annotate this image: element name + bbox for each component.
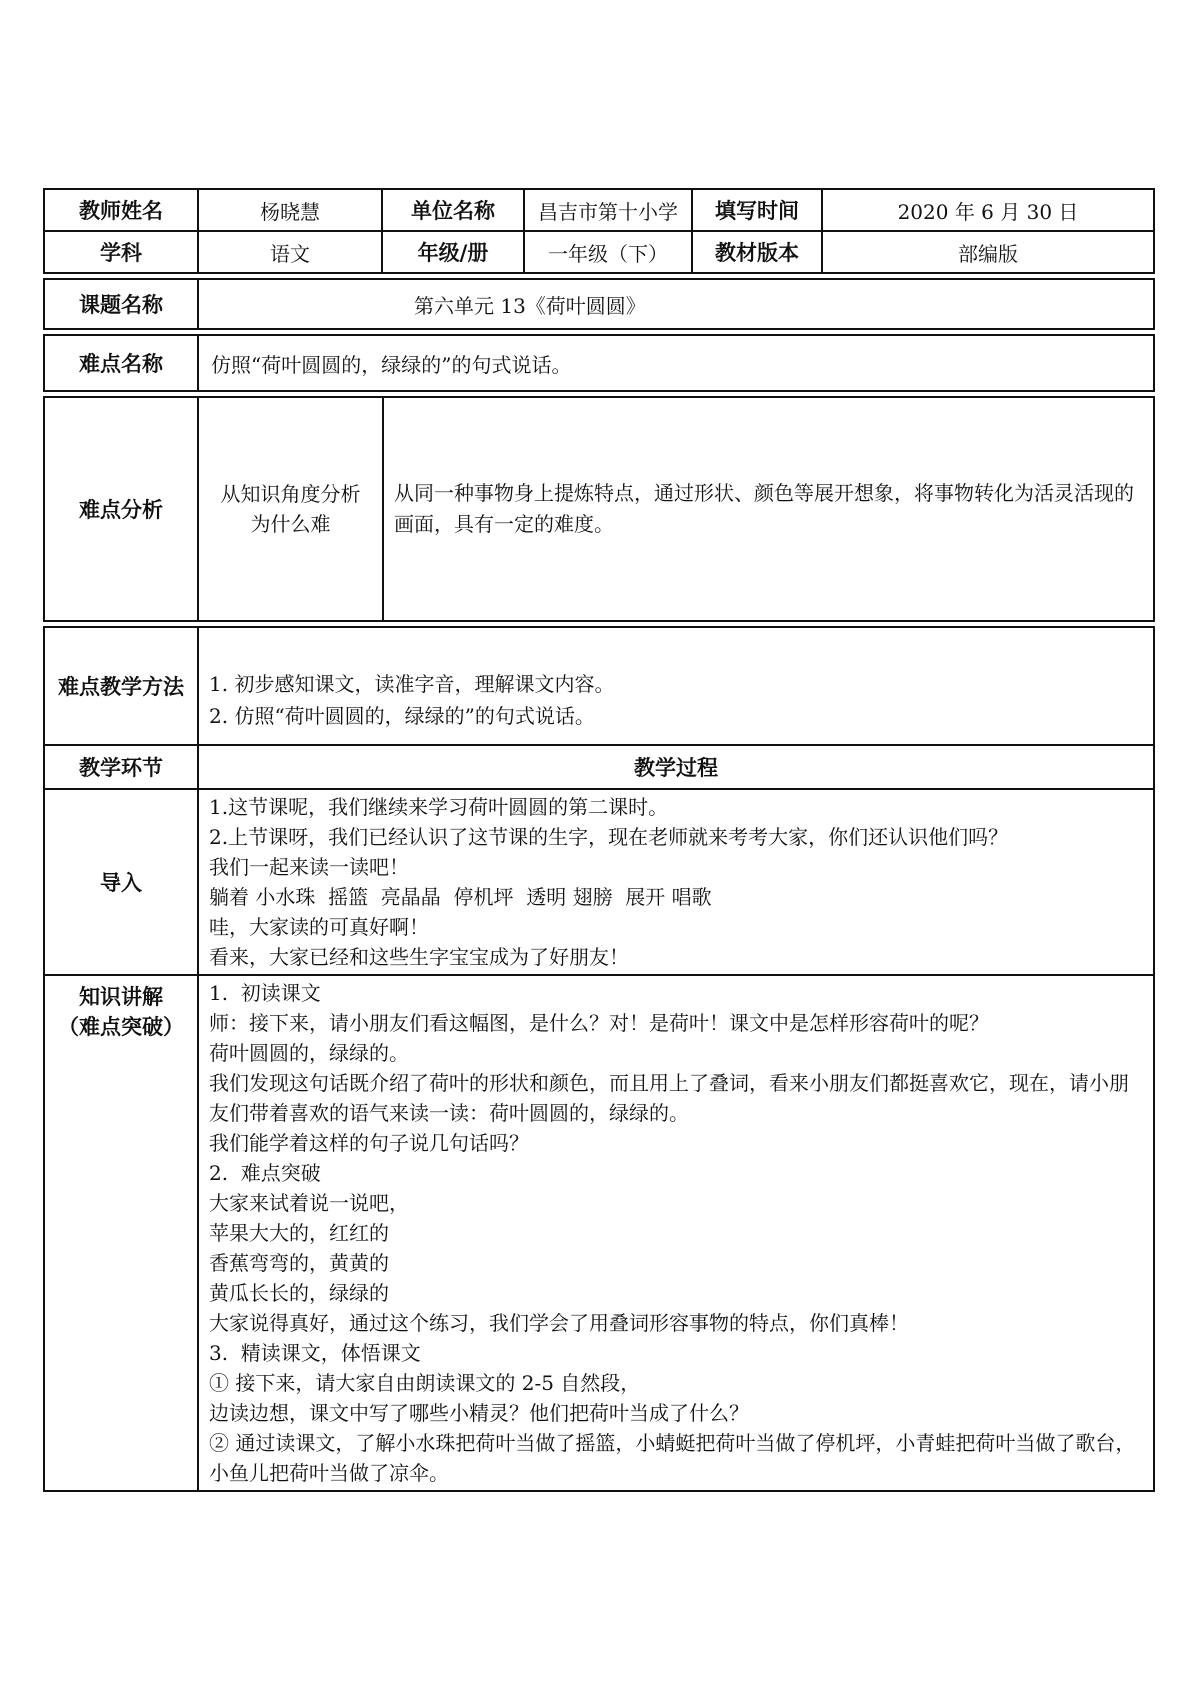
method-label: 难点教学方法 xyxy=(44,627,198,745)
knowledge-label xyxy=(44,975,198,1491)
row-intro xyxy=(44,789,1154,975)
intro-line: 1.这节课呢，我们继续来学习荷叶圆圆的第二课时。 xyxy=(209,795,669,819)
teacher-name-value: 杨晓慧 xyxy=(198,189,382,231)
lesson-plan-sheet xyxy=(43,188,1153,1492)
knowledge-line: ① 接下来，请大家自由朗读课文的 2-5 自然段， xyxy=(209,1371,641,1395)
row-topic xyxy=(44,279,1154,329)
knowledge-line: 我们能学着这样的句子说几句话吗？ xyxy=(209,1131,529,1155)
analysis-value: 从同一种事物身上提炼特点，通过形状、颜色等展开想象，将事物转化为活灵活现的画面，具有一定的难度。 xyxy=(394,481,1134,536)
process-header: 教学过程 xyxy=(198,745,1154,789)
knowledge-label-line2: （难点突破） xyxy=(58,1015,184,1039)
knowledge-line: 大家来试着说一说吧， xyxy=(209,1191,409,1215)
knowledge-line: 师：接下来，请小朋友们看这幅图，是什么？对！是荷叶！课文中是怎样形容荷叶的呢？ xyxy=(209,1011,989,1035)
knowledge-line: 3. 精读课文，体悟课文 xyxy=(209,1341,421,1365)
difficulty-value: 仿照“荷叶圆圆的，绿绿的”的句式说话。 xyxy=(198,335,1154,391)
intro-line: 躺着 小水珠 摇篮 亮晶晶 停机坪 透明 翅膀 展开 唱歌 xyxy=(209,885,712,909)
analysis-label: 难点分析 xyxy=(44,397,198,621)
row-process-header xyxy=(44,745,1154,789)
difficulty-label: 难点名称 xyxy=(44,335,198,391)
edition-value: 部编版 xyxy=(822,231,1154,273)
grade-value: 一年级（下） xyxy=(524,231,692,273)
subject-label: 学科 xyxy=(44,231,198,273)
fill-date-label: 填写时间 xyxy=(692,189,822,231)
intro-label: 导入 xyxy=(44,789,198,975)
knowledge-line: 我们发现这句话既介绍了荷叶的形状和颜色，而且用上了叠词，看来小朋友们都挺喜欢它，现在，请小朋友们带着喜欢的语气来读一读：荷叶圆圆的，绿绿的。 xyxy=(209,1071,1129,1125)
intro-line: 哇，大家读的可真好啊！ xyxy=(209,915,429,939)
unit-name-label: 单位名称 xyxy=(382,189,524,231)
teacher-name-label: 教师姓名 xyxy=(44,189,198,231)
row-teacher xyxy=(44,189,1154,231)
edition-label: 教材版本 xyxy=(692,231,822,273)
row-method xyxy=(44,627,1154,745)
grade-label: 年级/册 xyxy=(382,231,524,273)
method-line: 1. 初步感知课文，读准字音，理解课文内容。 xyxy=(209,672,615,696)
row-subject xyxy=(44,231,1154,273)
knowledge-line: 边读边想，课文中写了哪些小精灵？他们把荷叶当成了什么？ xyxy=(209,1401,749,1425)
knowledge-line: 黄瓜长长的，绿绿的 xyxy=(209,1281,389,1305)
knowledge-label-line1: 知识讲解 xyxy=(79,985,163,1009)
unit-name-value: 昌吉市第十小学 xyxy=(524,189,692,231)
knowledge-line: 苹果大大的，红红的 xyxy=(209,1221,389,1245)
method-line: 2. 仿照“荷叶圆圆的，绿绿的”的句式说话。 xyxy=(209,704,595,728)
knowledge-content xyxy=(198,975,1154,1491)
fill-date-value: 2020 年 6 月 30 日 xyxy=(822,189,1154,231)
intro-line: 2.上节课呀，我们已经认识了这节课的生字，现在老师就来考考大家，你们还认识他们吗？ xyxy=(209,825,1009,849)
knowledge-line: 2. 难点突破 xyxy=(209,1161,321,1185)
intro-line: 看来，大家已经和这些生字宝宝成为了好朋友！ xyxy=(209,945,629,969)
method-content xyxy=(198,627,1154,745)
analysis-sub-label: 从知识角度分析为什么难 xyxy=(199,398,383,620)
topic-value: 第六单元 13《荷叶圆圆》 xyxy=(198,279,1154,329)
stage-header: 教学环节 xyxy=(44,745,198,789)
knowledge-line: 1. 初读课文 xyxy=(209,981,321,1005)
intro-content xyxy=(198,789,1154,975)
knowledge-line: 大家说得真好，通过这个练习，我们学会了用叠词形容事物的特点，你们真棒！ xyxy=(209,1311,909,1335)
knowledge-line: 香蕉弯弯的，黄黄的 xyxy=(209,1251,389,1275)
knowledge-line: 荷叶圆圆的，绿绿的。 xyxy=(209,1041,409,1065)
intro-line: 我们一起来读一读吧！ xyxy=(209,855,409,879)
topic-label: 课题名称 xyxy=(44,279,198,329)
row-knowledge xyxy=(44,975,1154,1491)
knowledge-line: ② 通过读课文，了解小水珠把荷叶当做了摇篮，小蜻蜓把荷叶当做了停机坪，小青蛙把荷叶当做了歌台，小鱼儿把荷叶当做了凉伞。 xyxy=(209,1431,1136,1485)
lesson-plan-table xyxy=(43,188,1155,1492)
subject-value: 语文 xyxy=(198,231,382,273)
row-analysis xyxy=(44,397,1154,621)
row-difficulty xyxy=(44,335,1154,391)
